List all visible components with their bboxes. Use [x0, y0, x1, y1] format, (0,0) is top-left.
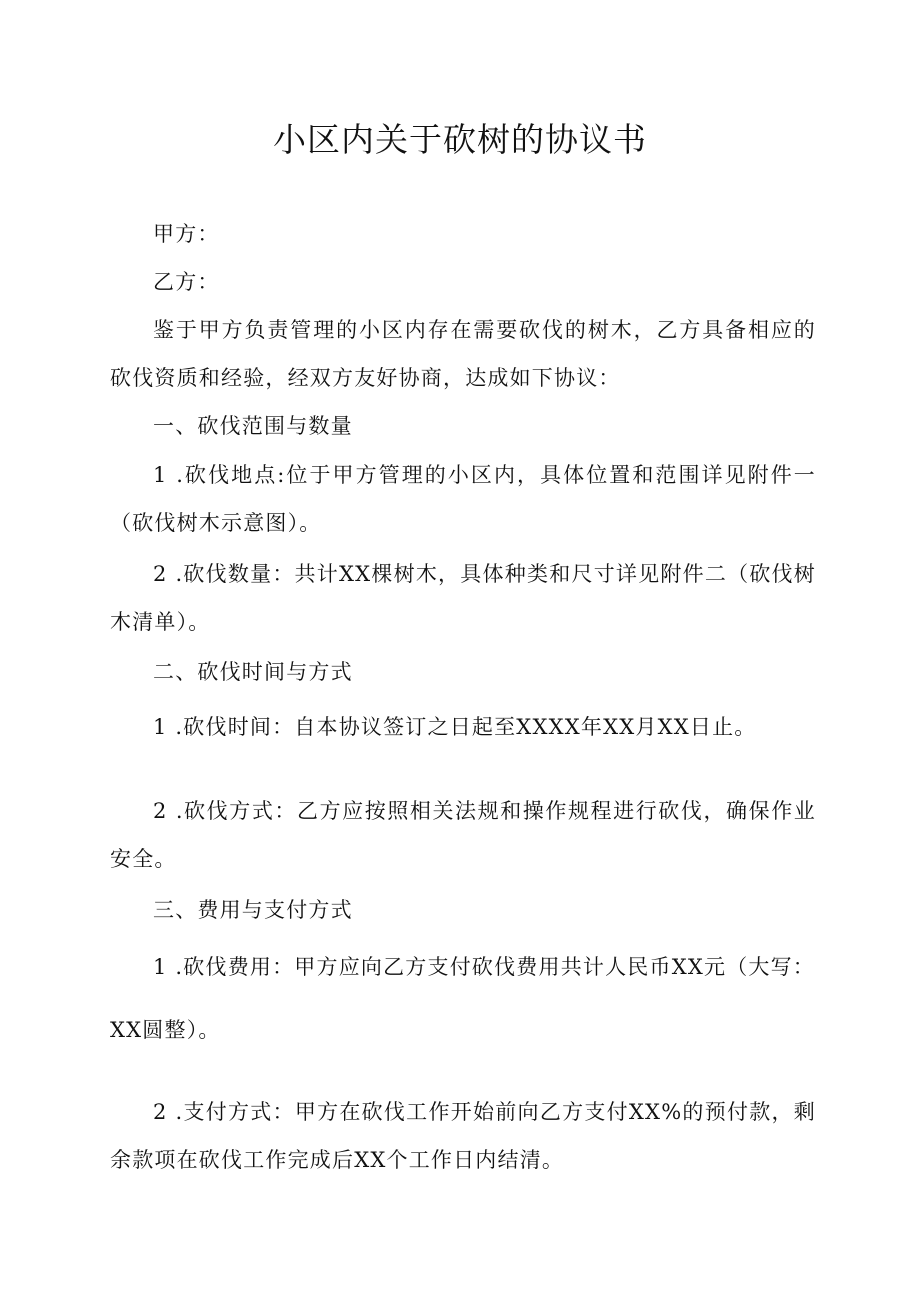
section-heading-scope: 一、砍伐范围与数量	[153, 414, 353, 438]
party-b-line: 乙方：	[153, 270, 220, 294]
clause-payment: 2 .支付方式：甲方在砍伐工作开始前向乙方支付XX%的预付款，剩余款项在砍伐工作完成后XX个工作日内结清。	[110, 1100, 816, 1172]
clause-location: 1 .砍伐地点:位于甲方管理的小区内，具体位置和范围详见附件一（砍伐树木示意图）。	[110, 463, 816, 535]
clause-fee: 1 .砍伐费用：甲方应向乙方支付砍伐费用共计人民币XX元（大写：	[153, 955, 816, 979]
clause-time: 1 .砍伐时间：自本协议签订之日起至XXXX年XX月XX日止。	[153, 715, 757, 739]
clause-fee-continued: XX圆整）。	[110, 1018, 221, 1042]
section-heading-time: 二、砍伐时间与方式	[153, 660, 353, 684]
party-a-line: 甲方：	[153, 222, 220, 246]
section-heading-fees: 三、费用与支付方式	[153, 898, 353, 922]
clause-quantity: 2 .砍伐数量：共计XX棵树木，具体种类和尺寸详见附件二（砍伐树木清单）。	[110, 562, 816, 634]
clause-method: 2 .砍伐方式：乙方应按照相关法规和操作规程进行砍伐，确保作业安全。	[110, 799, 816, 871]
document-title: 小区内关于砍树的协议书	[273, 120, 647, 159]
intro-paragraph: 鉴于甲方负责管理的小区内存在需要砍伐的树木，乙方具备相应的砍伐资质和经验，经双方友好协商，达成如下协议：	[110, 318, 816, 390]
